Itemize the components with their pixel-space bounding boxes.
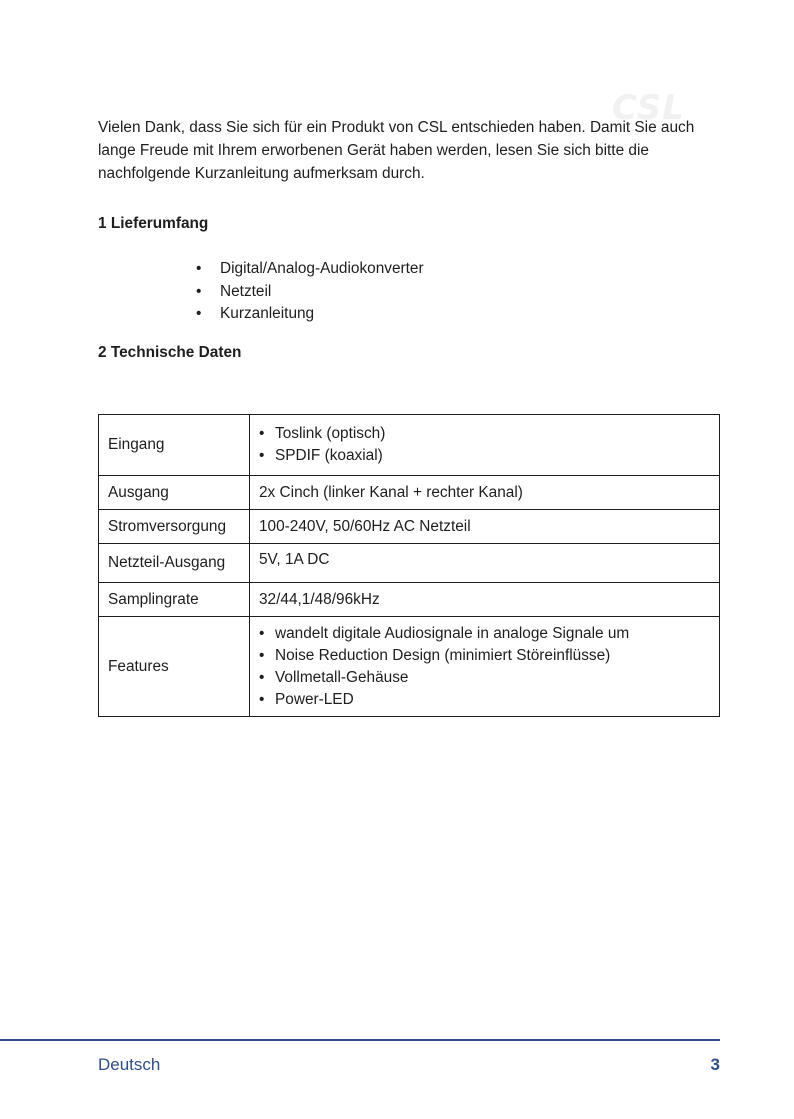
- spec-value-samplingrate: 32/44,1/48/96kHz: [250, 583, 720, 617]
- csl-logo-watermark: CSL: [612, 88, 685, 128]
- input-list: [259, 423, 710, 467]
- spec-value-ausgang: 2x Cinch (linker Kanal + rechter Kanal): [250, 476, 720, 510]
- spec-value-eingang: [250, 415, 720, 476]
- table-row: [99, 476, 720, 510]
- spec-value-stromversorgung: 100-240V, 50/60Hz AC Netzteil: [250, 510, 720, 544]
- spec-label-netzteil-ausgang: Netzteil-Ausgang: [99, 544, 250, 583]
- list-item: • Toslink (optisch): [259, 423, 710, 445]
- footer-language-label: Deutsch: [98, 1055, 161, 1074]
- list-item: • Noise Reduction Design (minimiert Störeinflüsse): [259, 645, 710, 667]
- spec-label-features: Features: [99, 617, 250, 717]
- spec-label-samplingrate: Samplingrate: [99, 583, 250, 617]
- spec-label-eingang: Eingang: [99, 415, 250, 476]
- spec-value-features: [250, 617, 720, 717]
- table-row: [99, 544, 720, 583]
- list-item: • wandelt digitale Audiosignale in analoge Signale um: [259, 623, 710, 645]
- table-row: [99, 510, 720, 544]
- specifications-table: [98, 414, 720, 717]
- list-item: • Digital/Analog-Audiokonverter: [196, 258, 424, 281]
- footer-divider: [0, 1039, 720, 1041]
- spec-label-ausgang: Ausgang: [99, 476, 250, 510]
- section-heading-lieferumfang: 1 Lieferumfang: [98, 215, 209, 232]
- page-number: 3: [710, 1055, 720, 1074]
- delivery-contents-list: [196, 258, 424, 326]
- list-item: • Power-LED: [259, 689, 710, 711]
- table-row: [99, 617, 720, 717]
- features-list: [259, 623, 710, 711]
- section-heading-technische-daten: 2 Technische Daten: [98, 344, 242, 361]
- intro-paragraph: Vielen Dank, dass Sie sich für ein Produkt von CSL entschieden haben. Damit Sie auch lange Freude mit Ihrem erworbenen Gerät haben werden, lesen Sie sich bitte die nachfolgende Kurzanleitung aufmerksam durch.: [98, 119, 695, 182]
- spec-value-netzteil-ausgang: 5V, 1A DC: [250, 544, 720, 583]
- list-item: • Netzteil: [196, 281, 424, 304]
- list-item: • Vollmetall-Gehäuse: [259, 667, 710, 689]
- spec-label-stromversorgung: Stromversorgung: [99, 510, 250, 544]
- list-item: • Kurzanleitung: [196, 303, 424, 326]
- list-item: • SPDIF (koaxial): [259, 445, 710, 467]
- table-row: [99, 415, 720, 476]
- table-row: [99, 583, 720, 617]
